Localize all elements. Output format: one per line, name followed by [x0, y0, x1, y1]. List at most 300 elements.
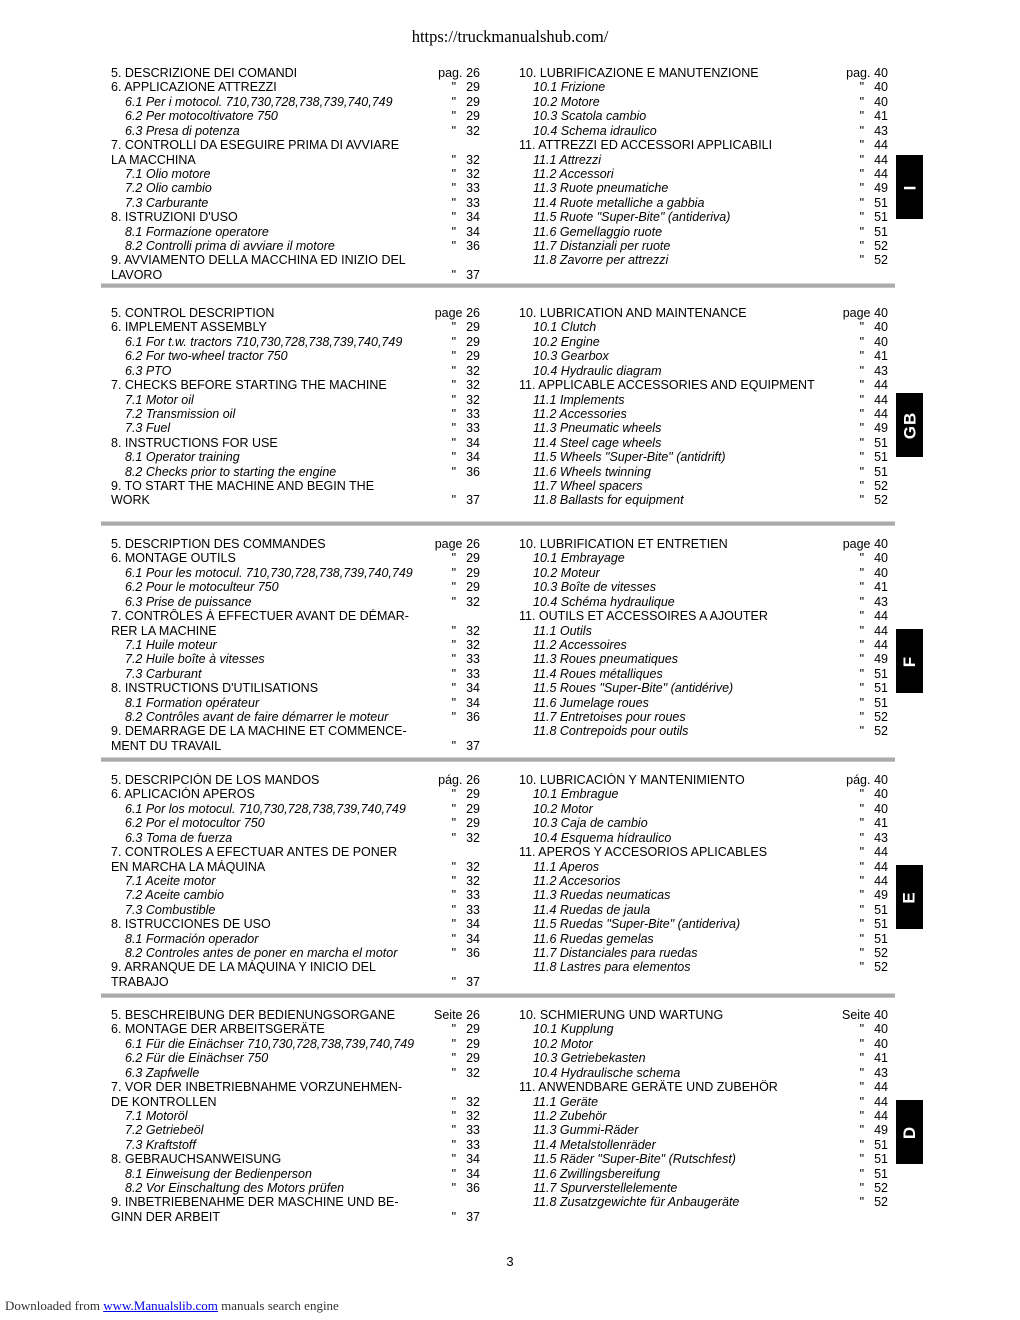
- ditto-mark: ": [451, 421, 456, 436]
- page-ref-number: 43: [874, 123, 888, 138]
- toc-subentry: [519, 225, 888, 239]
- ditto-mark: ": [859, 1080, 864, 1095]
- toc-subentry: [519, 595, 888, 609]
- ditto-mark: ": [451, 493, 456, 508]
- entry-title: 11.8 Zusatzgewichte für Anbaugeräte: [533, 1195, 740, 1210]
- page-reference: [452, 667, 480, 681]
- ditto-mark: ": [451, 1022, 456, 1037]
- ditto-mark: ": [451, 94, 456, 109]
- toc-subentry: [519, 681, 888, 695]
- page-reference: [860, 638, 888, 652]
- page-label: pág.: [846, 773, 871, 787]
- toc-entry: [111, 153, 480, 167]
- page-ref-number: 52: [874, 239, 888, 254]
- page-ref-number: 29: [466, 1036, 480, 1051]
- page-ref-number: 44: [874, 406, 888, 421]
- page-ref-number: 49: [874, 181, 888, 196]
- entry-title: 6.1 Für die Einächser 710,730,728,738,739,740,749: [125, 1036, 415, 1051]
- toc-entry: [519, 845, 888, 859]
- page-ref-number: 52: [874, 253, 888, 268]
- ditto-mark: ": [451, 1051, 456, 1066]
- entry-title: 6. IMPLEMENT ASSEMBLY: [111, 320, 267, 335]
- entry-title: 10. SCHMIERUNG UND WARTUNG: [519, 1008, 724, 1022]
- entry-title: 10.2 Motore: [533, 94, 600, 109]
- page-reference: [452, 349, 480, 363]
- page-ref-number: 52: [874, 1181, 888, 1196]
- ditto-mark: ": [451, 1137, 456, 1152]
- toc-subentry: [111, 595, 480, 609]
- toc-column-left: [111, 306, 480, 508]
- entry-title: 11.3 Gummi-Räder: [533, 1123, 639, 1138]
- page-ref-number: 44: [874, 166, 888, 181]
- entry-title: 8.2 Controlli prima di avviare il motore: [125, 239, 335, 254]
- page-reference: [860, 450, 888, 464]
- page-reference: [860, 196, 888, 210]
- toc-subentry: [111, 1181, 480, 1195]
- ditto-mark: ": [451, 363, 456, 378]
- ditto-mark: ": [859, 666, 864, 681]
- page-reference: [452, 946, 480, 960]
- entry-title: 6.3 PTO: [125, 363, 172, 378]
- page-ref-number: 34: [466, 931, 480, 946]
- page-label: pag.: [846, 66, 871, 80]
- ditto-mark: ": [451, 123, 456, 138]
- toc-column-left: [111, 66, 480, 282]
- page-label: pág.: [438, 773, 463, 787]
- entry-title: 7.1 Aceite motor: [125, 873, 216, 888]
- page-reference: [452, 335, 480, 349]
- page-ref-number: 43: [874, 363, 888, 378]
- ditto-mark: ": [859, 859, 864, 874]
- ditto-mark: ": [859, 710, 864, 725]
- ditto-mark: ": [859, 450, 864, 465]
- entry-title: 11.4 Steel cage wheels: [533, 435, 662, 450]
- toc-subentry: [519, 724, 888, 738]
- entry-title: 7.1 Motor oil: [125, 392, 194, 407]
- page-ref-number: 36: [466, 464, 480, 479]
- entry-title: 10.1 Embrayage: [533, 551, 625, 566]
- entry-title: 11.6 Jumelage roues: [533, 695, 649, 710]
- page-reference: [860, 239, 888, 253]
- ditto-mark: ": [451, 830, 456, 845]
- page-ref-number: 32: [466, 378, 480, 393]
- entry-title: 11.3 Ruedas neumaticas: [533, 888, 671, 903]
- toc-subentry: [519, 787, 888, 801]
- page-reference: [452, 364, 480, 378]
- page-number: 3: [506, 1254, 514, 1269]
- page-reference: [452, 595, 480, 609]
- entry-title: LAVORO: [111, 267, 163, 282]
- page-reference: [452, 860, 480, 874]
- page-ref-number: 33: [466, 888, 480, 903]
- page-ref-number: 51: [874, 1152, 888, 1167]
- entry-title: 5. DESCRIPTION DES COMMANDES: [111, 537, 326, 551]
- ditto-mark: ": [451, 1166, 456, 1181]
- page-ref-number: 32: [466, 166, 480, 181]
- toc-entry: [111, 320, 480, 334]
- page-reference: [860, 349, 888, 363]
- entry-title: 11.3 Ruote pneumatiche: [533, 181, 669, 196]
- page-reference: [860, 681, 888, 695]
- page-ref-number: 40: [874, 1022, 888, 1037]
- toc-entry: [519, 378, 888, 392]
- toc-entry: [111, 1022, 480, 1036]
- page-reference: [860, 1037, 888, 1051]
- ditto-mark: ": [859, 917, 864, 932]
- page-ref-number: 52: [874, 960, 888, 975]
- page-ref-number: 29: [466, 80, 480, 95]
- toc-entry: [111, 845, 480, 859]
- toc-entry: [111, 917, 480, 931]
- entry-title: 6.3 Presa di potenza: [125, 123, 240, 138]
- section-divider: [101, 757, 895, 762]
- entry-title: 10.1 Frizione: [533, 80, 606, 95]
- entry-title: 11.3 Roues pneumatiques: [533, 652, 679, 667]
- page-reference: [452, 393, 480, 407]
- toc-subentry: [111, 109, 480, 123]
- page-reference: [452, 167, 480, 181]
- ditto-mark: ": [859, 479, 864, 494]
- toc-subentry: [111, 167, 480, 181]
- page-reference: [452, 551, 480, 565]
- ditto-mark: ": [451, 181, 456, 196]
- page-reference: [860, 1109, 888, 1123]
- entry-title: 10.4 Hydraulic diagram: [533, 363, 662, 378]
- toc-subentry: [111, 450, 480, 464]
- entry-title: 7. CONTROLLI DA ESEGUIRE PRIMA DI AVVIARE: [111, 138, 400, 153]
- toc-entry: [519, 138, 888, 152]
- page-ref-number: 43: [874, 1065, 888, 1080]
- page-reference: [452, 1051, 480, 1065]
- ditto-mark: ": [451, 681, 456, 696]
- page-reference: [860, 609, 888, 623]
- entry-title: 10.1 Kupplung: [533, 1022, 614, 1037]
- page-reference: [452, 1037, 480, 1051]
- page-reference: [860, 860, 888, 874]
- page-reference: [452, 421, 480, 435]
- toc-subentry: [519, 624, 888, 638]
- entry-title: 11.2 Accessoires: [533, 637, 627, 652]
- page-reference: [843, 306, 888, 320]
- page-ref-number: 51: [874, 666, 888, 681]
- page-reference: [860, 566, 888, 580]
- page-ref-number: 40: [874, 773, 888, 787]
- entry-title: 8. ISTRUCCIONES DE USO: [111, 917, 271, 932]
- entry-title: 11.6 Ruedas gemelas: [533, 931, 654, 946]
- page-reference: [860, 1051, 888, 1065]
- page-ref-number: 32: [466, 363, 480, 378]
- page-reference: [452, 239, 480, 253]
- page-reference: [860, 696, 888, 710]
- page-reference: [860, 710, 888, 724]
- page-reference: [860, 493, 888, 507]
- ditto-mark: ": [451, 109, 456, 124]
- ditto-mark: ": [451, 349, 456, 364]
- page-ref-number: 40: [874, 66, 888, 80]
- page-reference: [452, 124, 480, 138]
- ditto-mark: ": [859, 816, 864, 831]
- page-reference: [860, 888, 888, 902]
- toc-subentry: [519, 1195, 888, 1209]
- page-ref-number: 34: [466, 435, 480, 450]
- page-reference: [860, 1095, 888, 1109]
- entry-title: 7. CONTRÔLES À EFFECTUER AVANT DE DÉMAR-: [111, 609, 409, 624]
- page-reference: [860, 1181, 888, 1195]
- language-tab-label: GB: [900, 411, 919, 439]
- page-ref-number: 51: [874, 210, 888, 225]
- page-ref-number: 40: [874, 551, 888, 566]
- page-reference: [452, 681, 480, 695]
- toc-subentry: [111, 465, 480, 479]
- toc-entry: [111, 378, 480, 392]
- toc-subentry: [519, 124, 888, 138]
- toc-subentry: [111, 393, 480, 407]
- entry-title: 11.7 Distanziali per ruote: [533, 239, 671, 254]
- page-reference: [452, 652, 480, 666]
- page-reference: [860, 580, 888, 594]
- toc-subentry: [519, 696, 888, 710]
- ditto-mark: ": [451, 787, 456, 802]
- ditto-mark: ": [451, 1123, 456, 1138]
- ditto-mark: ": [859, 594, 864, 609]
- page-ref-number: 44: [874, 152, 888, 167]
- ditto-mark: ": [451, 195, 456, 210]
- page-reference: [452, 903, 480, 917]
- page-ref-number: 33: [466, 652, 480, 667]
- page-reference: [860, 1138, 888, 1152]
- page-ref-number: 26: [466, 66, 480, 80]
- entry-title: 6.1 Per i motocol. 710,730,728,738,739,740,749: [125, 94, 393, 109]
- toc-section-italian: [0, 66, 1020, 288]
- page-reference: [860, 465, 888, 479]
- ditto-mark: ": [451, 152, 456, 167]
- entry-title: 11.1 Outils: [533, 623, 592, 638]
- page-reference: [846, 773, 888, 787]
- page-ref-number: 44: [874, 1108, 888, 1123]
- footer-prefix: Downloaded from: [5, 1298, 100, 1313]
- page-ref-number: 52: [874, 724, 888, 739]
- ditto-mark: ": [859, 239, 864, 254]
- page-ref-number: 29: [466, 565, 480, 580]
- page-reference: [860, 95, 888, 109]
- page-reference: [438, 66, 480, 80]
- page-ref-number: 51: [874, 450, 888, 465]
- toc-subentry: [519, 1138, 888, 1152]
- page-ref-number: 34: [466, 210, 480, 225]
- entry-title: 8. GEBRAUCHSANWEISUNG: [111, 1152, 282, 1167]
- page-ref-number: 40: [874, 537, 888, 551]
- page-reference: [860, 421, 888, 435]
- page-reference: [860, 845, 888, 859]
- page-ref-number: 44: [874, 1094, 888, 1109]
- entry-title: 11.4 Ruote metalliche a gabbia: [533, 195, 705, 210]
- toc-entry: [111, 1210, 480, 1224]
- entry-title: 11. APEROS Y ACCESORIOS APLICABLES: [519, 845, 768, 860]
- page-ref-number: 44: [874, 637, 888, 652]
- page-ref-number: 32: [466, 623, 480, 638]
- toc-subentry: [519, 253, 888, 267]
- page-ref-number: 26: [466, 306, 480, 320]
- ditto-mark: ": [859, 406, 864, 421]
- entry-title: 11.8 Ballasts for equipment: [533, 493, 684, 508]
- page-reference: [452, 1181, 480, 1195]
- page-reference: [860, 595, 888, 609]
- page-ref-number: 51: [874, 917, 888, 932]
- page-ref-number: 40: [874, 80, 888, 95]
- page-reference: [860, 1152, 888, 1166]
- page-ref-number: 44: [874, 609, 888, 624]
- toc-entry: [111, 1080, 480, 1094]
- manualslib-link[interactable]: www.Manualslib.com: [103, 1298, 218, 1313]
- entry-title: 10. LUBRICATION AND MAINTENANCE: [519, 306, 747, 320]
- toc-subentry: [519, 566, 888, 580]
- page-ref-number: 44: [874, 1080, 888, 1095]
- page-reference: [860, 253, 888, 267]
- page-ref-number: 34: [466, 1166, 480, 1181]
- page-ref-number: 41: [874, 580, 888, 595]
- toc-entry: [519, 306, 888, 320]
- ditto-mark: ": [451, 464, 456, 479]
- page-reference: [860, 551, 888, 565]
- toc-subentry: [519, 888, 888, 902]
- ditto-mark: ": [859, 888, 864, 903]
- entry-title: 10.3 Scatola cambio: [533, 109, 647, 124]
- page-reference: [452, 80, 480, 94]
- page-ref-number: 29: [466, 551, 480, 566]
- entry-title: 8. ISTRUZIONI D'USO: [111, 210, 238, 225]
- entry-title: 10. LUBRICACIÓN Y MANTENIMIENTO: [519, 773, 745, 787]
- toc-subentry: [519, 1037, 888, 1051]
- page-reference: [452, 932, 480, 946]
- page-reference: [452, 710, 480, 724]
- toc-subentry: [519, 393, 888, 407]
- ditto-mark: ": [859, 1123, 864, 1138]
- toc-entry: [519, 66, 888, 80]
- page-ref-number: 29: [466, 109, 480, 124]
- page-ref-number: 33: [466, 666, 480, 681]
- toc-subentry: [519, 831, 888, 845]
- toc-entry: [519, 1008, 888, 1022]
- page-ref-number: 43: [874, 830, 888, 845]
- page-reference: [846, 66, 888, 80]
- entry-title: 8.1 Formation opérateur: [125, 695, 260, 710]
- page-reference: [452, 696, 480, 710]
- page-ref-number: 44: [874, 392, 888, 407]
- page-ref-number: 29: [466, 787, 480, 802]
- page-reference: [452, 1123, 480, 1137]
- entry-title: 11.7 Wheel spacers: [533, 479, 643, 494]
- page-reference: [860, 652, 888, 666]
- toc-column-right: [519, 306, 888, 508]
- ditto-mark: ": [859, 580, 864, 595]
- page-reference: [860, 1123, 888, 1137]
- toc-entry: [111, 681, 480, 695]
- toc-subentry: [519, 1167, 888, 1181]
- page-ref-number: 52: [874, 479, 888, 494]
- ditto-mark: ": [451, 166, 456, 181]
- entry-title: 11.8 Zavorre per attrezzi: [533, 253, 669, 268]
- page-reference: [860, 167, 888, 181]
- entry-title: 7.3 Kraftstoff: [125, 1137, 196, 1152]
- page-reference: [860, 724, 888, 738]
- entry-title: 9. TO START THE MACHINE AND BEGIN THE: [111, 479, 375, 494]
- toc-subentry: [519, 407, 888, 421]
- entry-title: LA MACCHINA: [111, 152, 196, 167]
- entry-title: 5. CONTROL DESCRIPTION: [111, 306, 275, 320]
- page-ref-number: 29: [466, 1022, 480, 1037]
- page-ref-number: 34: [466, 917, 480, 932]
- page-ref-number: 34: [466, 450, 480, 465]
- page-ref-number: 26: [466, 537, 480, 551]
- entry-title: 7.1 Huile moteur: [125, 637, 217, 652]
- page-ref-number: 32: [466, 152, 480, 167]
- entry-title: 8. INSTRUCTIONS D'UTILISATIONS: [111, 681, 319, 696]
- ditto-mark: ": [859, 609, 864, 624]
- ditto-mark: ": [859, 363, 864, 378]
- ditto-mark: ": [451, 320, 456, 335]
- page-reference: [452, 580, 480, 594]
- toc-subentry: [519, 960, 888, 974]
- page-ref-number: 51: [874, 1166, 888, 1181]
- toc-column-right: [519, 1008, 888, 1210]
- toc-entry: [111, 1095, 480, 1109]
- page-reference: [860, 1066, 888, 1080]
- page-ref-number: 33: [466, 1123, 480, 1138]
- entry-title: 10.3 Caja de cambio: [533, 816, 648, 831]
- toc-section-french: [0, 537, 1020, 759]
- page-ref-number: 52: [874, 493, 888, 508]
- page-ref-number: 52: [874, 946, 888, 961]
- ditto-mark: ": [859, 960, 864, 975]
- page-ref-number: 32: [466, 830, 480, 845]
- toc-subentry: [111, 1037, 480, 1051]
- page-reference: [860, 946, 888, 960]
- entry-title: 6. MONTAGE DER ARBEITSGERÄTE: [111, 1022, 325, 1037]
- toc-column-left: [111, 537, 480, 753]
- entry-title: 11. ATTREZZI ED ACCESSORI APPLICABILI: [519, 138, 773, 153]
- toc-subentry: [519, 450, 888, 464]
- page-reference: [860, 802, 888, 816]
- ditto-mark: ": [451, 652, 456, 667]
- toc-entry: [111, 66, 480, 80]
- ditto-mark: ": [451, 888, 456, 903]
- page-reference: [452, 1210, 480, 1224]
- language-tab-label: D: [900, 1125, 919, 1139]
- entry-title: 10.4 Schéma hydraulique: [533, 594, 675, 609]
- page-ref-number: 44: [874, 623, 888, 638]
- entry-title: 10.2 Motor: [533, 1036, 593, 1051]
- toc-subentry: [519, 1066, 888, 1080]
- toc-subentry: [111, 874, 480, 888]
- entry-title: 11.7 Distanciales para ruedas: [533, 946, 698, 961]
- ditto-mark: ": [859, 349, 864, 364]
- ditto-mark: ": [451, 902, 456, 917]
- toc-entry: [111, 493, 480, 507]
- page-ref-number: 44: [874, 845, 888, 860]
- entry-title: 7.2 Aceite cambio: [125, 888, 224, 903]
- page-ref-number: 44: [874, 873, 888, 888]
- toc-subentry: [519, 349, 888, 363]
- entry-title: 5. BESCHREIBUNG DER BEDIENUNGSORGANE: [111, 1008, 396, 1022]
- page-reference: [435, 537, 480, 551]
- entry-title: 8.2 Vor Einschaltung des Motors prüfen: [125, 1181, 345, 1196]
- entry-title: 7.2 Olio cambio: [125, 181, 212, 196]
- toc-entry: [111, 253, 480, 267]
- page-label: Seite: [434, 1008, 463, 1022]
- toc-subentry: [111, 802, 480, 816]
- ditto-mark: ": [451, 931, 456, 946]
- toc-subentry: [111, 239, 480, 253]
